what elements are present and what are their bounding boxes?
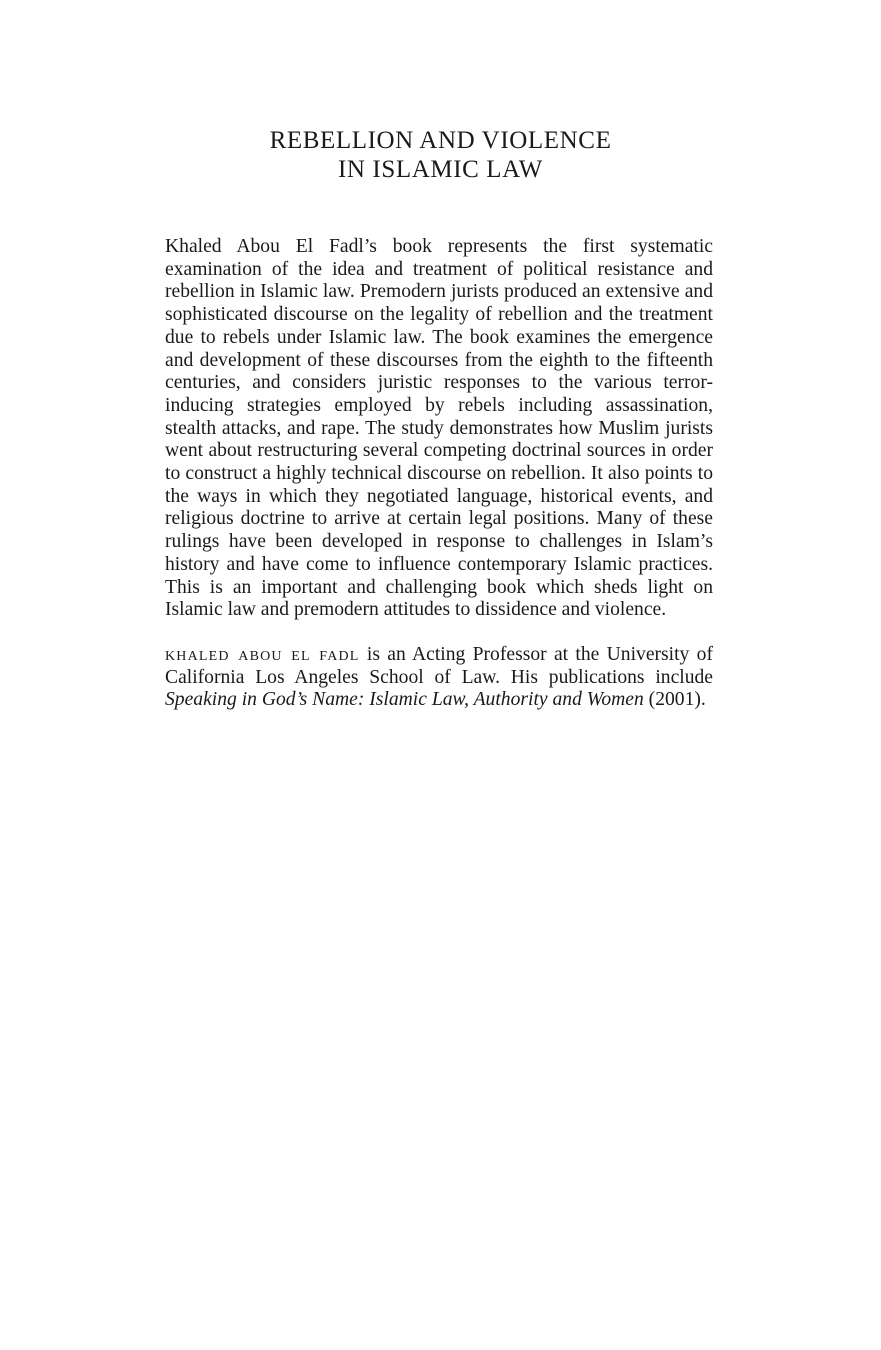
author-name: khaled abou el fadl	[165, 643, 360, 665]
author-bio	[165, 644, 713, 712]
book-title-line-1: REBELLION AND VIOLENCE	[269, 127, 612, 154]
publication-title: Speaking in God’s Name: Islamic Law, Authority and Women	[165, 689, 644, 711]
author-bio-text: is an Acting Professor at the University of California Los Angeles School of Law. His publications include	[165, 643, 713, 688]
publication-year: (2001).	[643, 689, 706, 711]
book-description: Khaled Abou El Fadl’s book represents the first systematic examination of the idea and treatment of political resistance and rebellion in Islamic law. Premodern jurists produced an extensive and sophisticated discourse on the legality of rebellion and the treatment due to rebels under Islamic law. The book examines the emergence and development of these discourses from the eighth to the fifteenth centuries, and considers juristic responses to the various terror-inducing strategies employed by rebels including assassination, stealth attacks, and rape. The study demonstrates how Muslim jurists went about restructuring several competing doctrinal sources in order to construct a highly technical discourse on rebellion. It also points to the ways in which they negotiated language, historical events, and religious doctrine to arrive at certain legal positions. Many of these rulings have been developed in response to challenges in Islam’s history and have come to influence contemporary Islamic practices. This is an important and challenging book which sheds light on Islamic law and premodern attitudes to dissidence and violence.	[165, 236, 713, 621]
book-title	[0, 126, 881, 184]
page-content	[165, 236, 713, 712]
book-title-line-2: IN ISLAMIC LAW	[338, 156, 543, 183]
